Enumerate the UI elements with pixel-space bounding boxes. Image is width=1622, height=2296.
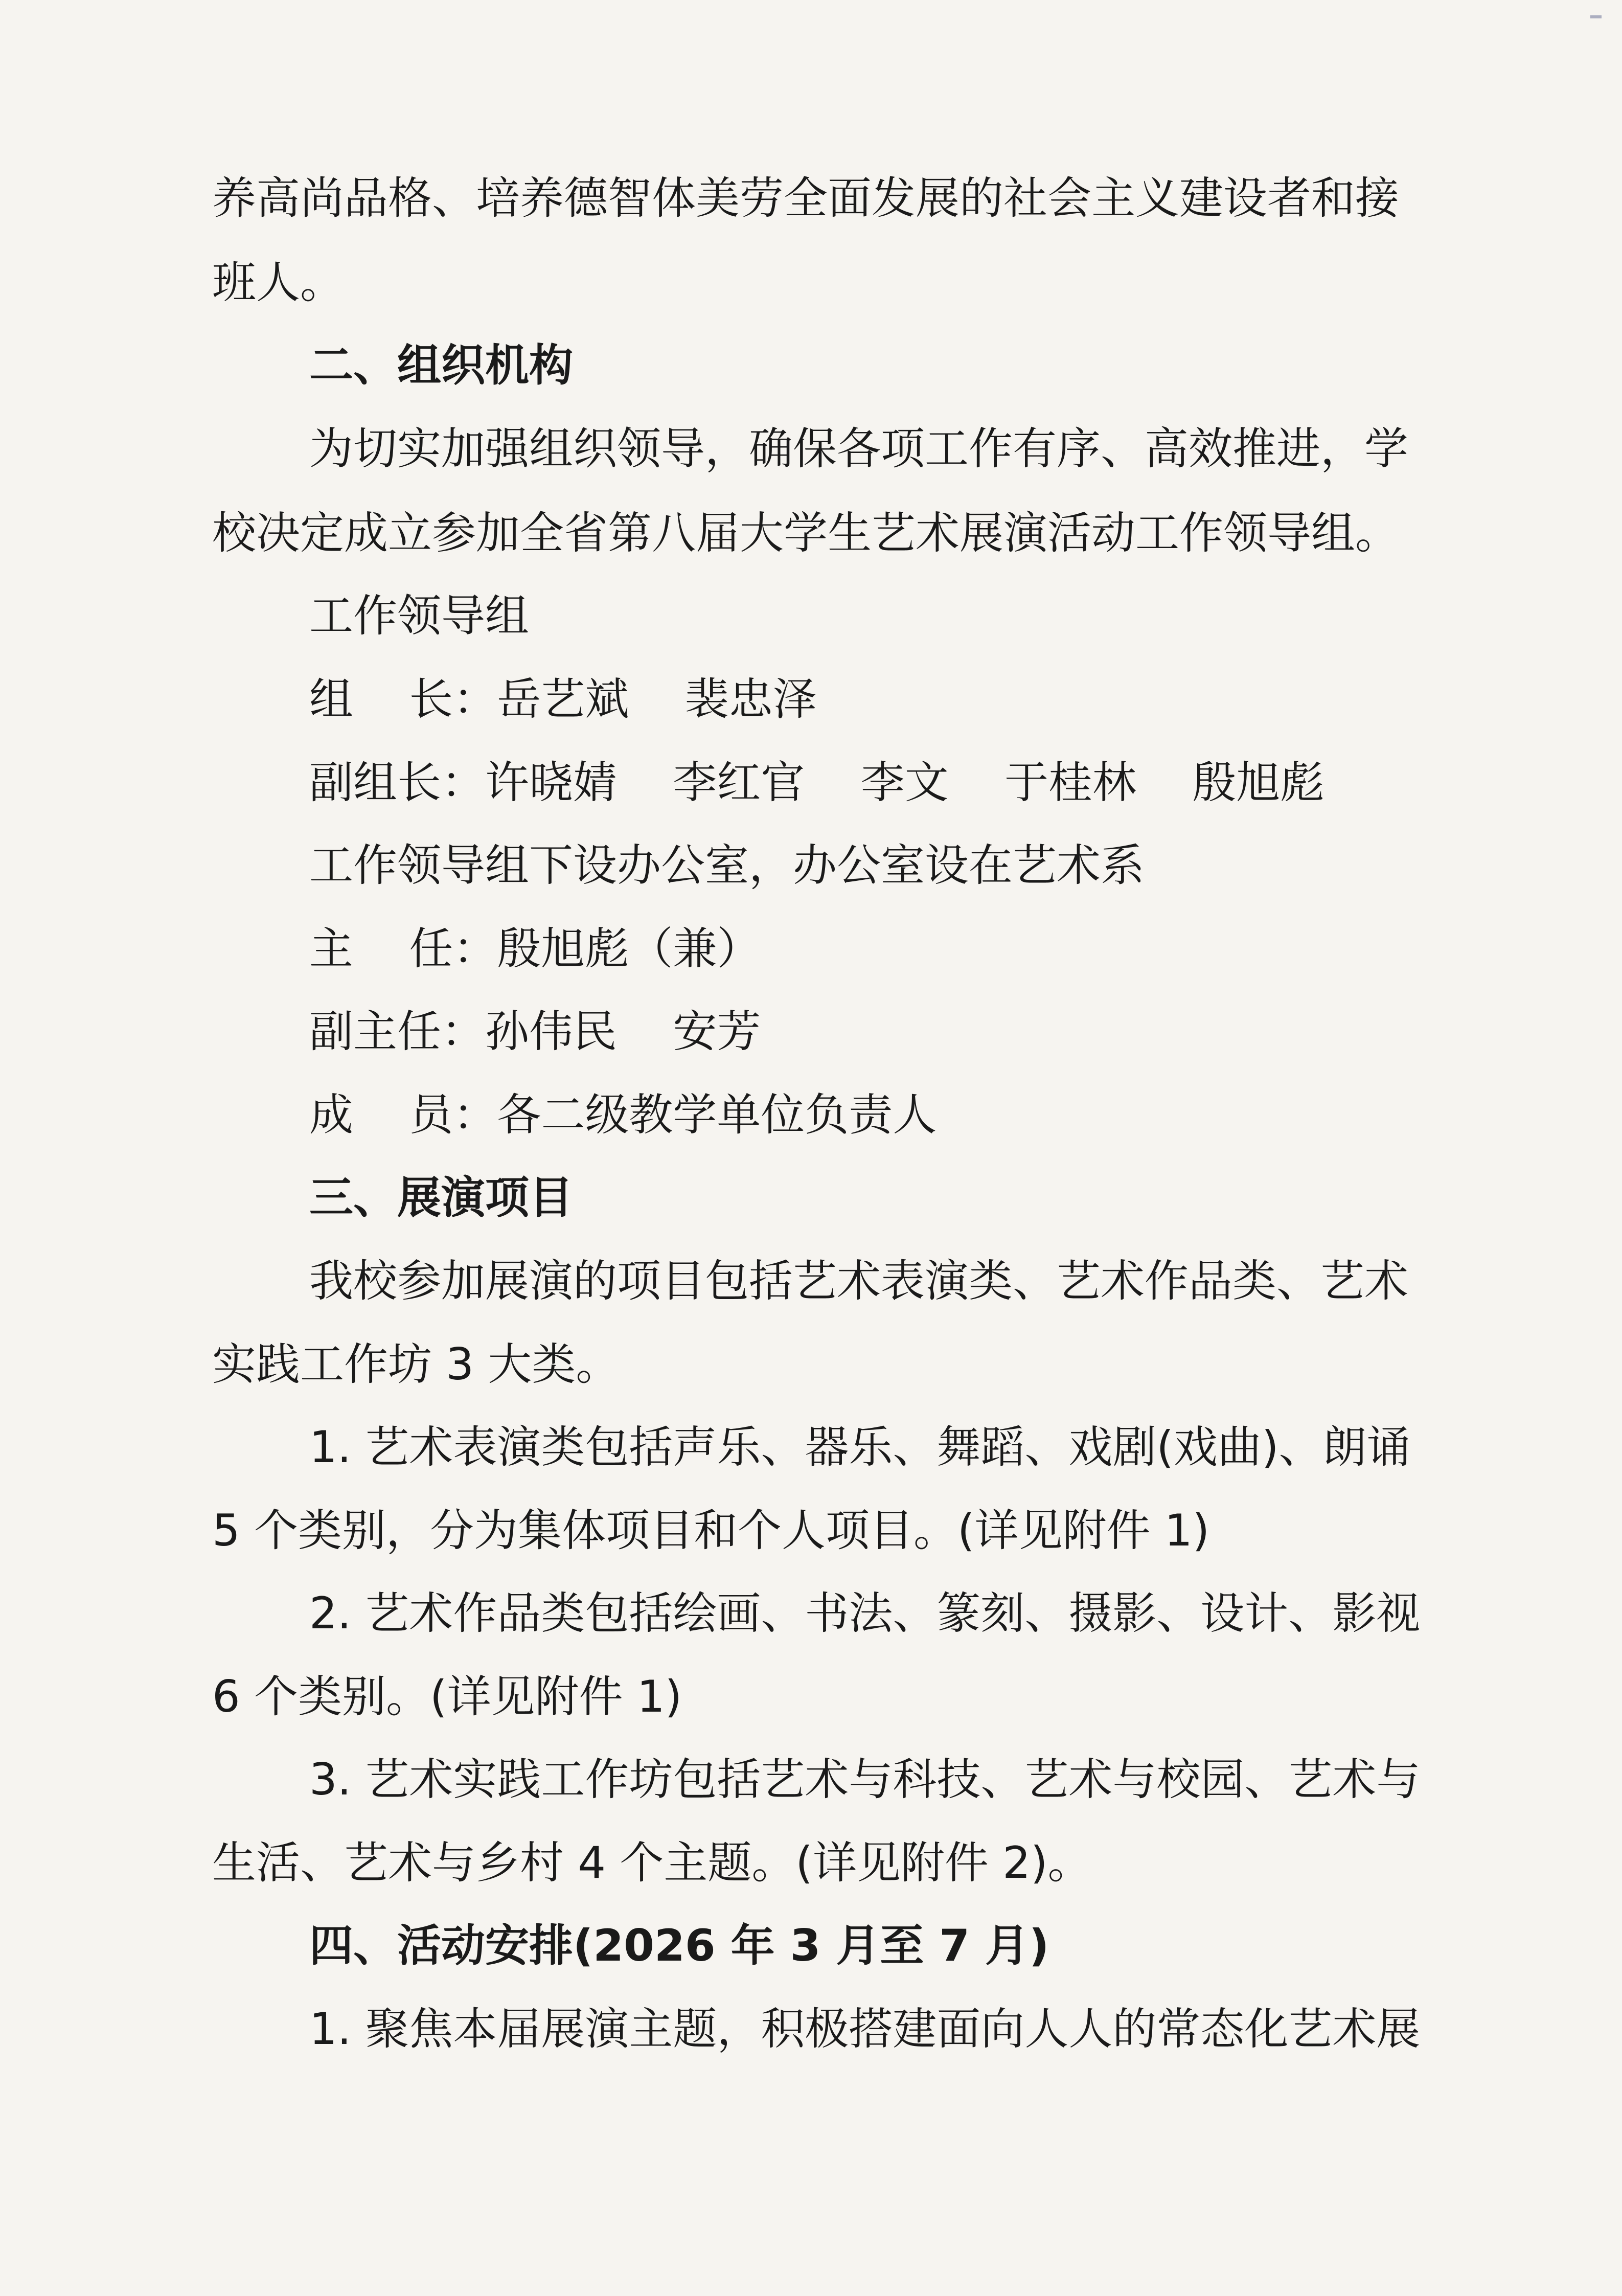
list-item-line: 1. 聚焦本届展演主题，积极搭建面向人人的常态化艺术展: [309, 2004, 1421, 2055]
list-item-line: 2. 艺术作品类包括绘画、书法、篆刻、摄影、设计、影视: [309, 1588, 1421, 1639]
section-heading-organization: 二、组织机构: [309, 340, 573, 391]
group-title: 工作领导组: [309, 590, 529, 642]
deputy-leader-line: 副组长：许晓婧 李红官 李文 于桂林 殷旭彪: [309, 757, 1324, 808]
paragraph-line: 校决定成立参加全省第八届大学生艺术展演活动工作领导组。: [212, 508, 1399, 559]
office-line: 工作领导组下设办公室，办公室设在艺术系: [309, 840, 1145, 891]
deputy-director-line: 副主任：孙伟民 安芳: [309, 1006, 761, 1057]
list-item-line: 5 个类别，分为集体项目和个人项目。(详见附件 1): [212, 1505, 1210, 1556]
section-heading-projects: 三、展演项目: [309, 1172, 573, 1223]
list-item-line: 6 个类别。(详见附件 1): [212, 1671, 682, 1722]
paragraph-line: 我校参加展演的项目包括艺术表演类、艺术作品类、艺术: [309, 1256, 1408, 1307]
paragraph-line: 养高尚品格、培养德智体美劳全面发展的社会主义建设者和接: [212, 173, 1399, 224]
list-item-line: 1. 艺术表演类包括声乐、器乐、舞蹈、戏剧(戏曲)、朗诵: [309, 1422, 1411, 1473]
section-heading-schedule: 四、活动安排(2026 年 3 月至 7 月): [309, 1920, 1049, 1971]
paragraph-line: 为切实加强组织领导，确保各项工作有序、高效推进，学: [309, 423, 1408, 474]
list-item-line: 3. 艺术实践工作坊包括艺术与科技、艺术与校园、艺术与: [309, 1754, 1421, 1805]
paragraph-line: 实践工作坊 3 大类。: [212, 1339, 620, 1390]
list-item-line: 生活、艺术与乡村 4 个主题。(详见附件 2)。: [212, 1837, 1092, 1889]
scan-mark: [1590, 15, 1602, 18]
members-line: 成 员：各二级教学单位负责人: [309, 1089, 937, 1141]
group-leader-line: 组 长：岳艺斌 裴忠泽: [309, 674, 817, 725]
paragraph-line: 班人。: [212, 257, 344, 308]
director-line: 主 任：殷旭彪（兼）: [309, 923, 761, 974]
